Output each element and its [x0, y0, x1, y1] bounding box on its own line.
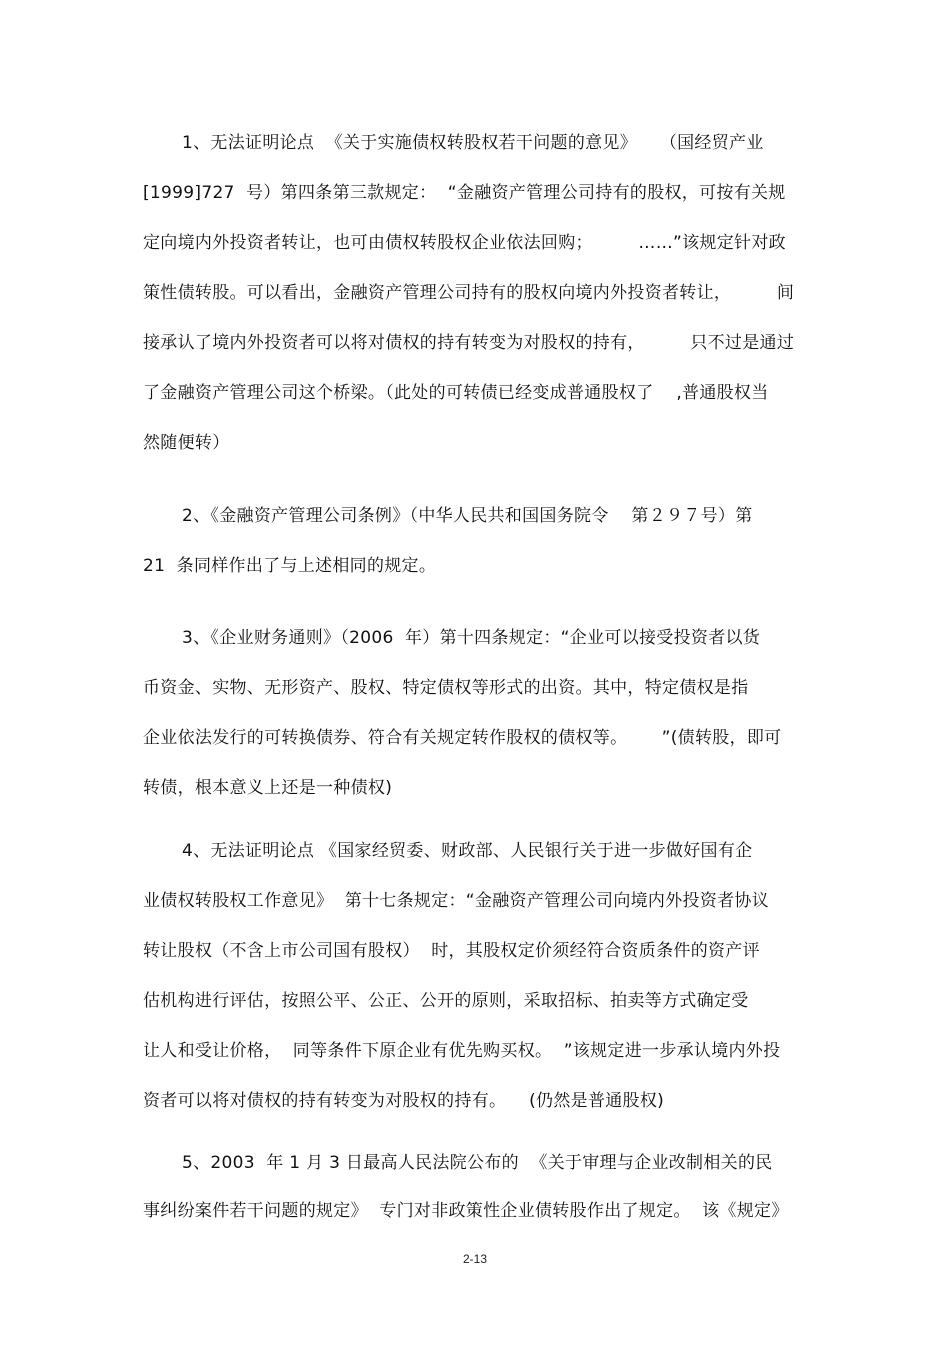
page-number: 2-13 [462, 1252, 488, 1266]
text-line: [1999]727 号）第四条第三款规定： “金融资产管理公司持有的股权，可按有关规 [143, 183, 786, 203]
text-line: 接承认了境内外投资者可以将对债权的持有转变为对股权的持有， 只不过是通过 [143, 333, 795, 353]
text-line: 资者可以将对债权的持有转变为对股权的持有。 (仍然是普通股权) [143, 1091, 665, 1111]
text-line: 1、无法证明论点 《关于实施债权转股权若干问题的意见》 （国经贸产业 [182, 133, 764, 153]
text-line: 定向境内外投资者转让，也可由债权转股权企业依法回购； ……”该规定针对政 [143, 233, 786, 253]
text-line: 估机构进行评估，按照公平、公正、公开的原则，采取招标、拍卖等方式确定受 [143, 991, 749, 1011]
text-line: 策性债转股。可以看出，金融资产管理公司持有的股权向境内外投资者转让， 间 [143, 283, 795, 303]
text-line: 了金融资产管理公司这个桥梁。（此处的可转债已经变成普通股权了 ,普通股权当 [143, 383, 769, 403]
text-line: 业债权转股权工作意见》 第十七条规定：“金融资产管理公司向境内外投资者协议 [143, 891, 770, 911]
text-line: 然随便转） [143, 433, 230, 453]
text-line: 企业依法发行的可转换债券、符合有关规定转作股权的债权等。 ”(债转股，即可 [143, 728, 782, 748]
text-line: 转让股权（不含上市公司国有股权） 时，其股权定价须经符合资质条件的资产评 [143, 941, 760, 961]
text-line: 事纠纷案件若干问题的规定》 专门对非政策性企业债转股作出了规定。 该《规定》 [143, 1201, 789, 1221]
text-line: 让人和受让价格， 同等条件下原企业有优先购买权。 ”该规定进一步承认境内外投 [143, 1041, 781, 1061]
text-line: 21 条同样作出了与上述相同的规定。 [143, 556, 437, 576]
text-line: 3、《企业财务通则》（2006 年）第十四条规定：“企业可以接受投资者以货 [182, 628, 761, 648]
text-line: 5、2003 年 1 月 3 日最高人民法院公布的 《关于审理与企业改制相关的民 [182, 1153, 773, 1173]
text-line: 币资金、实物、无形资产、股权、特定债权等形式的出资。其中，特定债权是指 [143, 678, 749, 698]
text-line: 4、无法证明论点 《国家经贸委、财政部、人民银行关于进一步做好国有企 [182, 841, 753, 861]
text-line: 2、《金融资产管理公司条例》（中华人民共和国国务院令 第２９７号）第 [182, 506, 753, 526]
text-line: 转债，根本意义上还是一种债权) [143, 778, 393, 798]
